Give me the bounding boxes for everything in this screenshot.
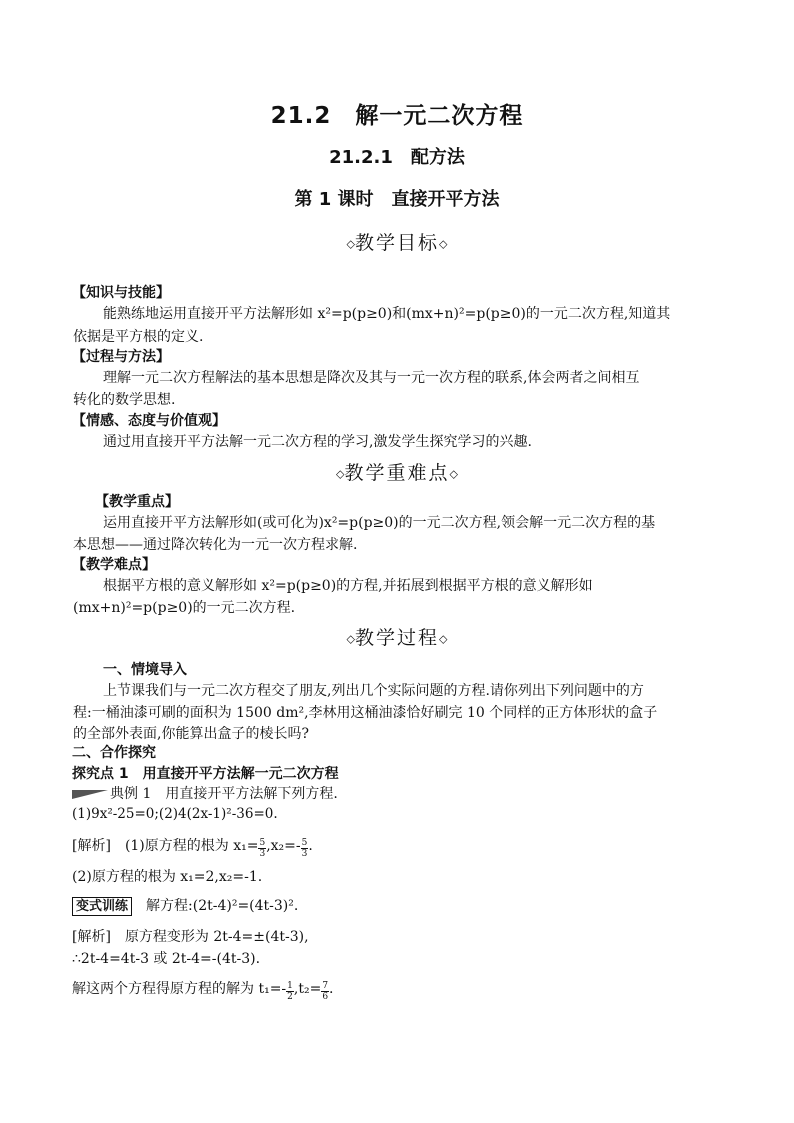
- key-point-text-line1: 运用直接开平方法解形如(或可化为)x²=p(p≥0)的一元二次方程,领会解一元二次方程的基: [103, 515, 656, 531]
- solution-line: [72, 981, 334, 1002]
- section-heading-process: [0, 629, 794, 648]
- solution-prefix: 解这两个方程得原方程的解为 t₁=-: [72, 981, 287, 997]
- process-method-label: 【过程与方法】: [72, 349, 170, 365]
- knowledge-label: 【知识与技能】: [72, 285, 170, 301]
- fraction-numerator: 5: [301, 838, 308, 848]
- intro-text-line2: 程:一桶油漆可刷的面积为 1500 dm²,李林用这桶油漆恰好刷完 10 个同样的正方体形状的盒子: [73, 705, 658, 721]
- fraction-denominator: 6: [322, 992, 329, 1002]
- process-method-text-line2: 转化的数学思想.: [73, 392, 176, 408]
- section-heading-goals: [0, 234, 794, 253]
- intro-text-line3: 的全部外表面,你能算出盒子的棱长吗?: [73, 726, 309, 742]
- analysis-label: [解析]: [72, 838, 111, 854]
- chapter-title: 21.2 解一元二次方程: [270, 103, 524, 129]
- fraction-numerator: 7: [322, 981, 329, 991]
- diamond-icon: ◇: [439, 237, 448, 251]
- analysis-text-prefix: (1)原方程的根为 x₁=: [124, 838, 259, 854]
- section-heading-goals-label: 教学目标: [354, 232, 439, 254]
- example-equations: (1)9x²-25=0;(2)4(2x-1)²-36=0.: [72, 806, 278, 822]
- diamond-icon: ◇: [439, 632, 448, 646]
- section-heading-process-label: 教学过程: [354, 627, 439, 649]
- variant-training-badge: 变式训练: [72, 897, 132, 916]
- fraction-denominator: 3: [301, 849, 308, 859]
- analysis2-text: 原方程变形为 2t-4=±(4t-3),: [124, 929, 309, 945]
- diamond-icon: ◇: [346, 632, 355, 646]
- fraction-one-half: [286, 981, 294, 1002]
- key-point-label: 【教学重点】: [95, 494, 179, 510]
- fraction-denominator: 3: [259, 849, 266, 859]
- key-point-text-line2: 本思想——通过降次转化为一元一次方程求解.: [73, 537, 358, 553]
- difficulty-text-line2: (mx+n)²=p(p≥0)的一元二次方程.: [73, 600, 296, 616]
- example-line: [72, 787, 338, 801]
- section-heading-keypoints: [0, 464, 794, 483]
- diamond-icon: ◇: [346, 237, 355, 251]
- cooperation-label: 二、合作探究: [72, 745, 156, 761]
- solution-end: .: [329, 981, 334, 997]
- variant-line: [72, 899, 298, 913]
- diamond-icon: ◇: [449, 467, 458, 481]
- analysis-line1: [72, 838, 313, 859]
- process-method-text-line1: 理解一元二次方程解法的基本思想是降次及其与一元一次方程的联系,体会两者之间相互: [103, 370, 640, 386]
- intro-text-line1: 上节课我们与一元二次方程交了朋友,列出几个实际问题的方程.请你列出下列问题中的方: [103, 683, 644, 699]
- fraction-seven-sixths: [321, 981, 329, 1002]
- section-subtitle: 21.2.1 配方法: [329, 147, 465, 168]
- example-tag: 典例 1: [110, 786, 152, 802]
- fraction-numerator: 5: [259, 838, 266, 848]
- variant-text: 解方程:(2t-4)²=(4t-3)².: [146, 898, 299, 914]
- section-heading-keypoints-label: 教学重难点: [344, 462, 450, 484]
- attitude-label: 【情感、态度与价值观】: [72, 413, 226, 429]
- analysis2-line: [72, 930, 309, 944]
- fraction-denominator: 2: [287, 992, 293, 1002]
- analysis-text-mid: ,x₂=-: [266, 838, 301, 854]
- analysis2-label: [解析]: [72, 929, 111, 945]
- lesson-title: 第 1 课时 直接开平方法: [294, 189, 500, 210]
- diamond-icon: ◇: [336, 467, 345, 481]
- example-flag-icon: [72, 790, 108, 799]
- solution-mid: ,t₂=: [293, 981, 322, 997]
- fraction-numerator: 1: [287, 981, 293, 991]
- difficulty-label: 【教学难点】: [72, 557, 156, 573]
- difficulty-text-line1: 根据平方根的意义解形如 x²=p(p≥0)的方程,并拓展到根据平方根的意义解形如: [103, 578, 593, 594]
- knowledge-text-line2: 依据是平方根的定义.: [73, 329, 204, 345]
- attitude-text: 通过用直接开平方法解一元二次方程的学习,激发学生探究学习的兴趣.: [103, 434, 532, 450]
- therefore-line: ∴2t-4=4t-3 或 2t-4=-(4t-3).: [72, 951, 261, 967]
- explore-point-label: 探究点 1 用直接开平方法解一元二次方程: [72, 766, 339, 782]
- knowledge-text-line1: 能熟练地运用直接开平方法解形如 x²=p(p≥0)和(mx+n)²=p(p≥0)的一元二次方程,知道其: [103, 306, 671, 322]
- intro-label: 一、情境导入: [103, 662, 187, 678]
- analysis-text-end: .: [308, 838, 313, 854]
- analysis-line2: (2)原方程的根为 x₁=2,x₂=-1.: [72, 869, 263, 885]
- example-text: 用直接开平方法解下列方程.: [165, 786, 338, 802]
